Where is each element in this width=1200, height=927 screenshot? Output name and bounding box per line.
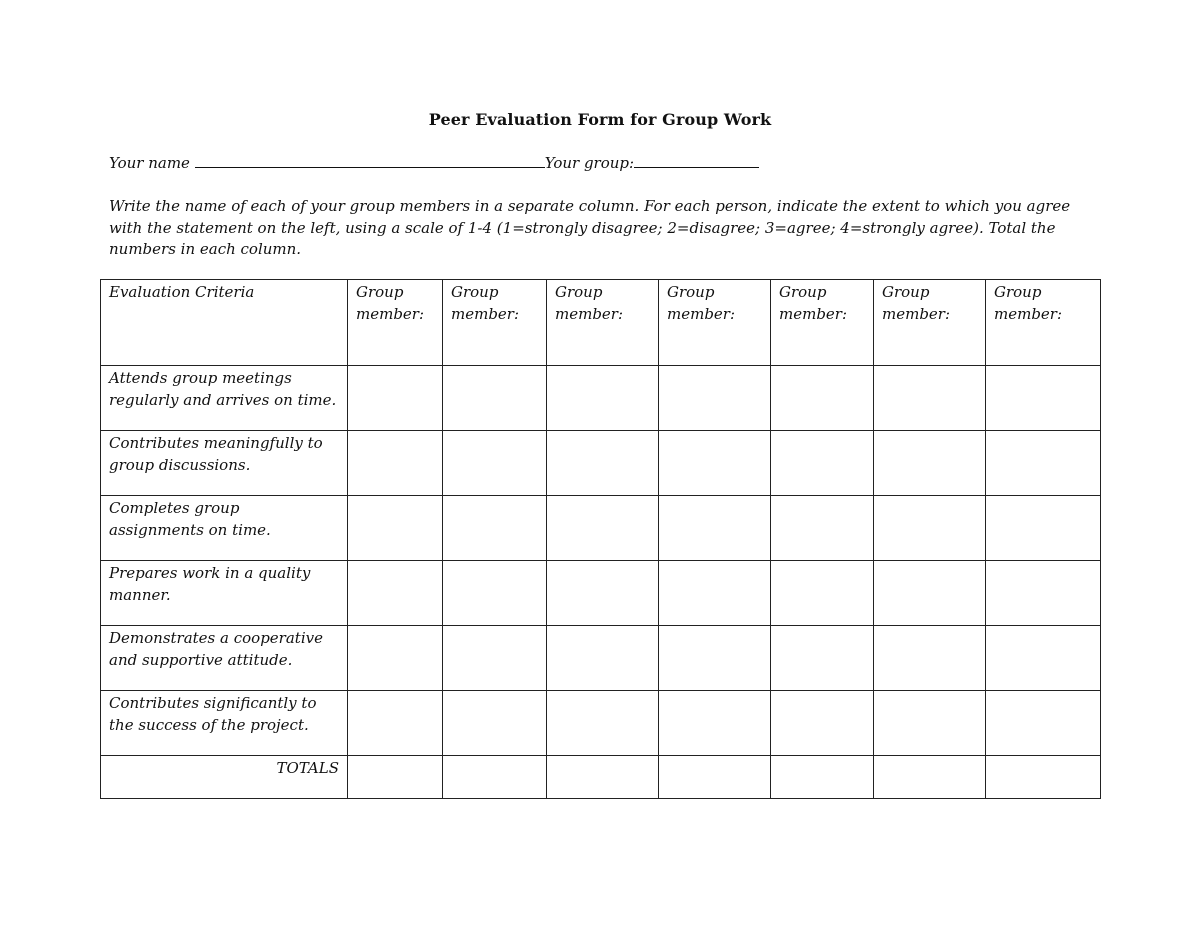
criterion-row [101,431,1101,496]
page-title: Peer Evaluation Form for Group Work [428,110,772,129]
member-header-cell[interactable]: Group member: [348,280,443,366]
score-cell[interactable] [771,366,874,431]
score-cell[interactable] [874,431,986,496]
score-cell[interactable] [547,496,659,561]
your-group-blank[interactable] [634,154,759,168]
score-cell[interactable] [547,561,659,626]
score-cell[interactable] [659,496,771,561]
member-header-cell[interactable]: Group member: [547,280,659,366]
total-cell[interactable] [771,756,874,799]
criterion-label-cell: Prepares work in a quality manner. [101,561,348,626]
score-cell[interactable] [771,431,874,496]
criterion-label-cell: Contributes meaningfully to group discussions. [101,431,348,496]
total-cell[interactable] [348,756,443,799]
score-cell[interactable] [659,366,771,431]
name-group-line [109,154,759,172]
member-header-cell[interactable]: Group member: [986,280,1101,366]
score-cell[interactable] [348,496,443,561]
score-cell[interactable] [547,366,659,431]
member-header-cell[interactable]: Group member: [659,280,771,366]
score-cell[interactable] [874,691,986,756]
score-cell[interactable] [771,691,874,756]
score-cell[interactable] [986,561,1101,626]
score-cell[interactable] [659,691,771,756]
criterion-row [101,496,1101,561]
score-cell[interactable] [874,561,986,626]
score-cell[interactable] [348,561,443,626]
score-cell[interactable] [771,561,874,626]
score-cell[interactable] [659,431,771,496]
instructions-text: Write the name of each of your group members in a separate column. For each person, indicate the extent to which you agree with the statement on the left, using a scale of 1-4 (1=strongly disagree; 2=disagree; 3=agree; 4=strongly agree). Total the numbers in each column. [109,197,1071,258]
criterion-label-cell: Contributes significantly to the success of the project. [101,691,348,756]
score-cell[interactable] [771,496,874,561]
total-cell[interactable] [443,756,547,799]
score-cell[interactable] [771,626,874,691]
score-cell[interactable] [443,691,547,756]
criteria-header-cell: Evaluation Criteria [101,280,348,366]
member-header-cell[interactable]: Group member: [443,280,547,366]
criterion-label-cell: Attends group meetings regularly and arrives on time. [101,366,348,431]
criterion-row [101,366,1101,431]
total-cell[interactable] [874,756,986,799]
totals-label-cell: TOTALS [101,756,348,799]
score-cell[interactable] [659,561,771,626]
score-cell[interactable] [547,626,659,691]
score-cell[interactable] [348,431,443,496]
criterion-row [101,691,1101,756]
total-cell[interactable] [547,756,659,799]
criterion-row [101,626,1101,691]
score-cell[interactable] [986,691,1101,756]
table-header-row [101,280,1101,366]
your-name-blank[interactable] [195,154,545,168]
score-cell[interactable] [348,691,443,756]
score-cell[interactable] [443,366,547,431]
score-cell[interactable] [874,626,986,691]
score-cell[interactable] [547,431,659,496]
score-cell[interactable] [443,561,547,626]
score-cell[interactable] [659,626,771,691]
your-name-label: Your name [109,154,190,172]
your-group-label: Your group: [544,154,635,172]
score-cell[interactable] [986,496,1101,561]
criterion-label-cell: Demonstrates a cooperative and supportive attitude. [101,626,348,691]
total-cell[interactable] [659,756,771,799]
score-cell[interactable] [986,626,1101,691]
score-cell[interactable] [874,496,986,561]
totals-row [101,756,1101,799]
score-cell[interactable] [348,366,443,431]
criterion-row [101,561,1101,626]
score-cell[interactable] [443,431,547,496]
score-cell[interactable] [443,626,547,691]
member-header-cell[interactable]: Group member: [874,280,986,366]
member-header-cell[interactable]: Group member: [771,280,874,366]
score-cell[interactable] [874,366,986,431]
score-cell[interactable] [547,691,659,756]
total-cell[interactable] [986,756,1101,799]
score-cell[interactable] [443,496,547,561]
score-cell[interactable] [986,366,1101,431]
evaluation-table [100,279,1101,799]
criterion-label-cell: Completes group assignments on time. [101,496,348,561]
score-cell[interactable] [986,431,1101,496]
score-cell[interactable] [348,626,443,691]
